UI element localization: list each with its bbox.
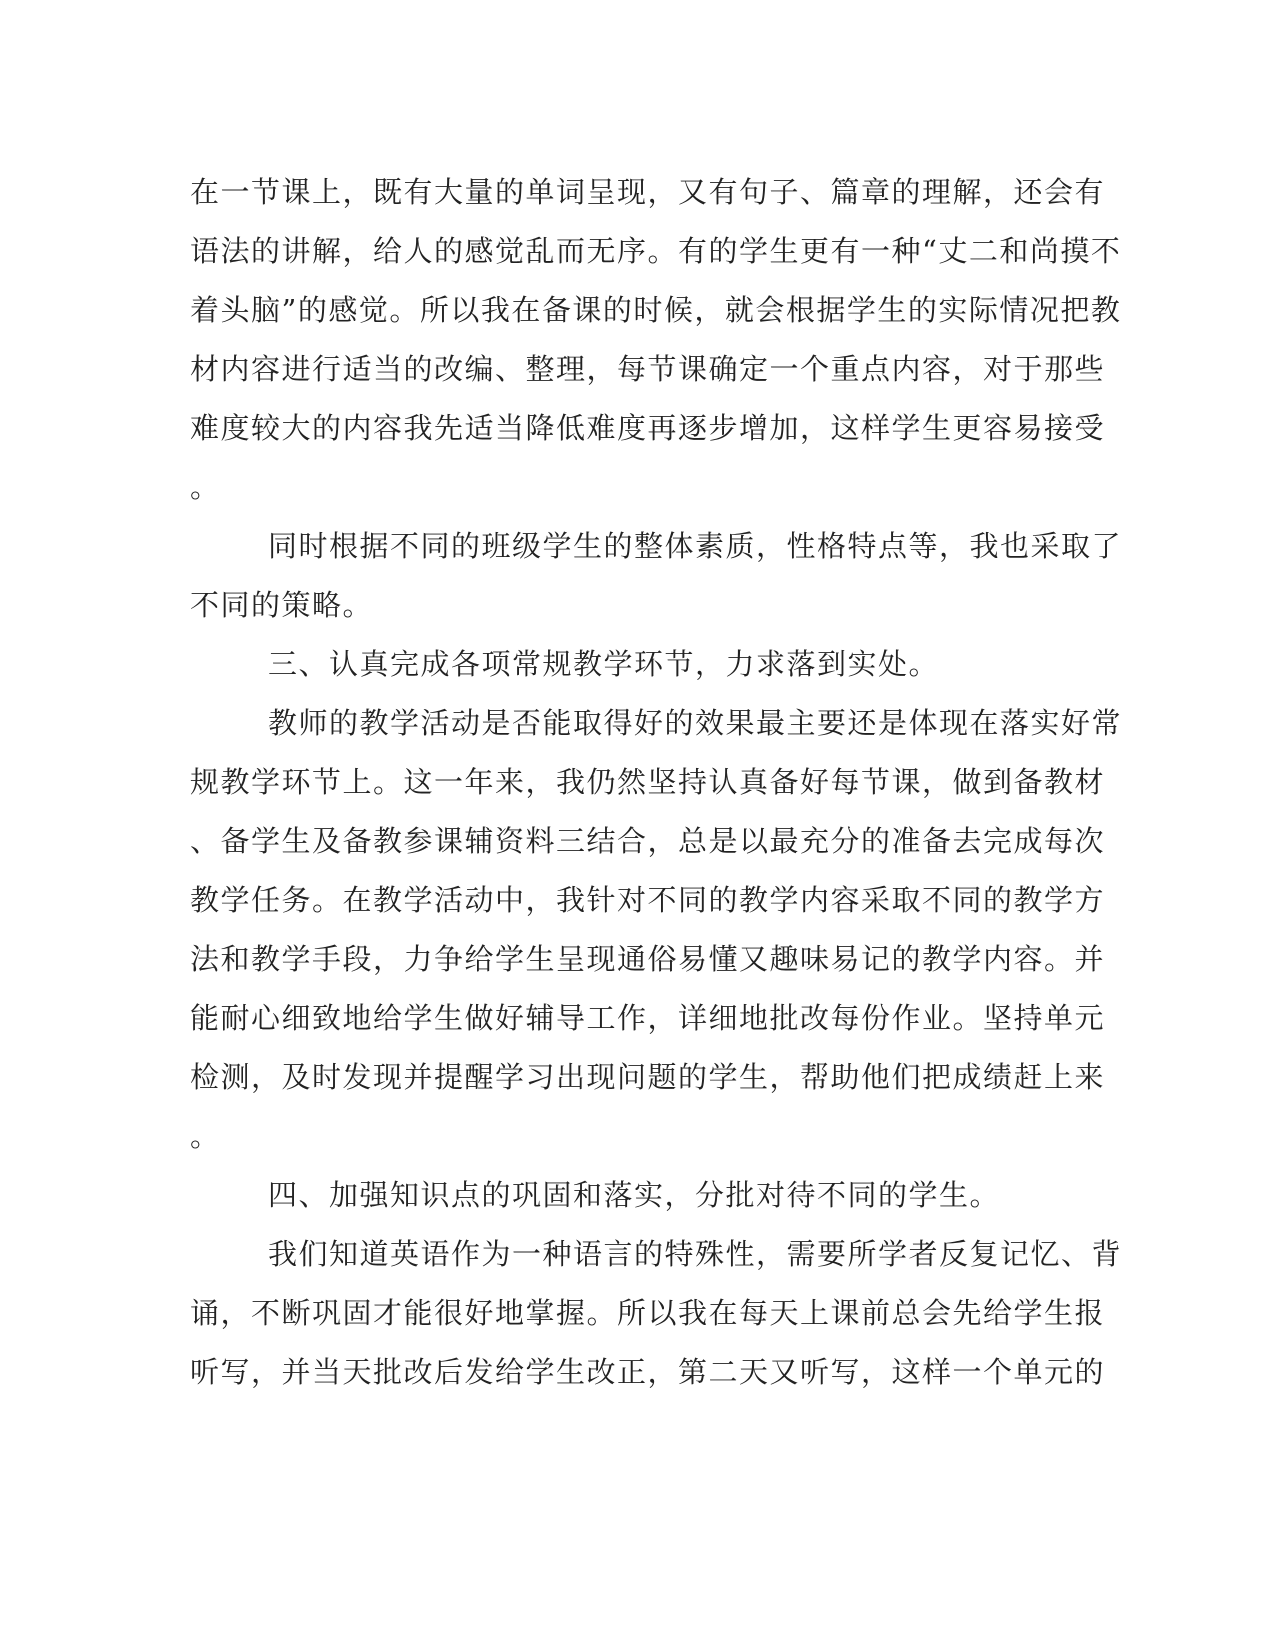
text-line: 材内容进行适当的改编、整理，每节课确定一个重点内容，对于那些: [190, 352, 1106, 386]
text-line: 三、认真完成各项常规教学环节，力求落到实处。: [268, 647, 940, 681]
text-line: 。: [190, 470, 221, 504]
text-line: 语法的讲解，给人的感觉乱而无序。有的学生更有一种“丈二和尚摸不: [190, 234, 1122, 268]
text-line: 四、加强知识点的巩固和落实，分批对待不同的学生。: [268, 1178, 1001, 1212]
text-line: 听写，并当天批改后发给学生改正，第二天又听写，这样一个单元的: [190, 1355, 1106, 1389]
text-line: 能耐心细致地给学生做好辅导工作，详细地批改每份作业。坚持单元: [190, 1001, 1106, 1035]
text-line: 检测，及时发现并提醒学习出现问题的学生，帮助他们把成绩赶上来: [190, 1060, 1106, 1094]
body-text: [190, 163, 1123, 1402]
text-line: 我们知道英语作为一种语言的特殊性，需要所学者反复记忆、背: [268, 1237, 1123, 1271]
text-line: 。: [190, 1119, 221, 1153]
text-line: 教学任务。在教学活动中，我针对不同的教学内容采取不同的教学方: [190, 883, 1106, 917]
text-line: 法和教学手段，力争给学生呈现通俗易懂又趣味易记的教学内容。并: [190, 942, 1106, 976]
text-line: 难度较大的内容我先适当降低难度再逐步增加，这样学生更容易接受: [190, 411, 1106, 445]
text-line: 不同的策略。: [190, 588, 374, 622]
text-line: 、备学生及备教参课辅资料三结合，总是以最充分的准备去完成每次: [190, 824, 1106, 858]
text-line: 诵，不断巩固才能很好地掌握。所以我在每天上课前总会先给学生报: [190, 1296, 1106, 1330]
text-line: 在一节课上，既有大量的单词呈现，又有句子、篇章的理解，还会有: [190, 175, 1106, 209]
text-line: 着头脑”的感觉。所以我在备课的时候，就会根据学生的实际情况把教: [190, 293, 1122, 327]
text-line: 同时根据不同的班级学生的整体素质，性格特点等，我也采取了: [268, 529, 1123, 563]
text-line: 规教学环节上。这一年来，我仍然坚持认真备好每节课，做到备教材: [190, 765, 1106, 799]
text-line: 教师的教学活动是否能取得好的效果最主要还是体现在落实好常: [268, 706, 1123, 740]
